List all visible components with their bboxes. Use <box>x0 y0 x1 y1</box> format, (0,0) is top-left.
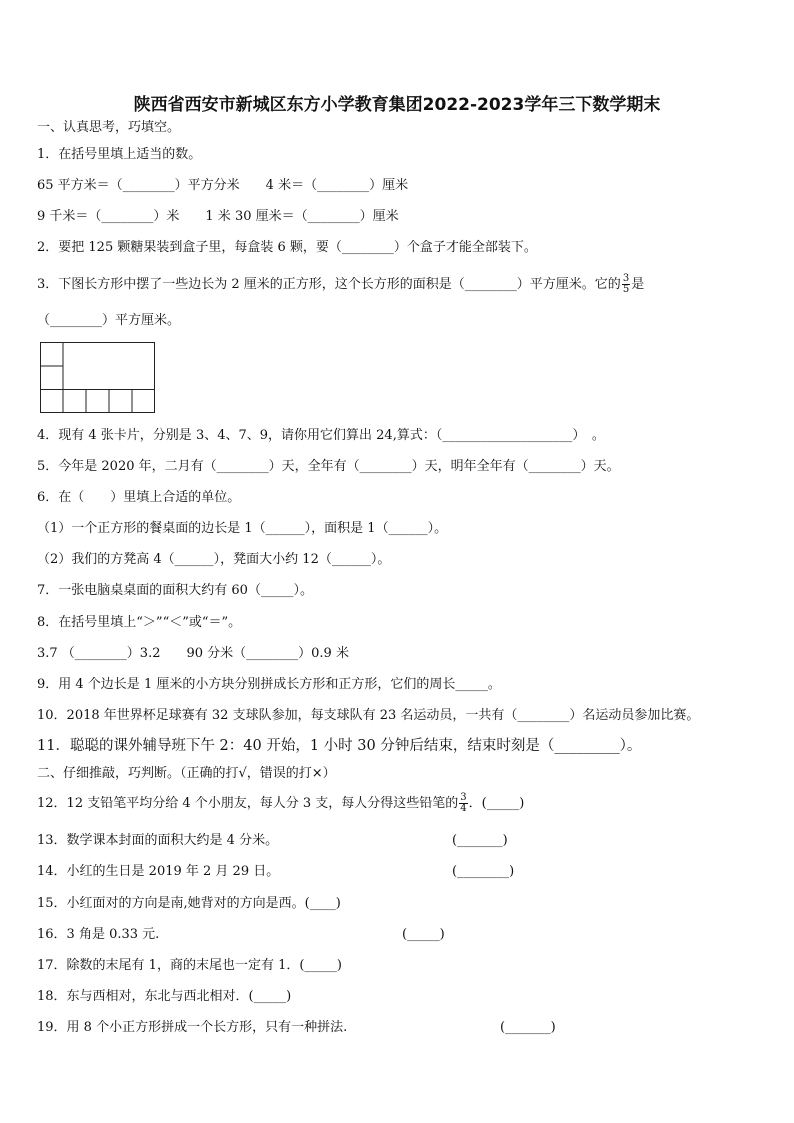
question-3-text: 3．下图长方形中摆了一些边长为 2 厘米的正方形，这个长方形的面积是（________）平方厘米。它的 <box>37 277 621 292</box>
rectangle-squares-diagram <box>40 342 158 416</box>
question-3 <box>37 274 644 295</box>
question-12-text: 12．12 支铅笔平均分给 4 个小朋友，每人分 3 支，每人分得这些铅笔的 <box>37 796 459 811</box>
answer-blank-16: (_____) <box>402 927 445 942</box>
fraction-numerator: 3 <box>460 792 467 803</box>
question-1: 1．在括号里填上适当的数。 <box>37 147 202 162</box>
question-12-tail: ．(_____) <box>468 796 525 811</box>
fraction-numerator: 3 <box>622 273 630 284</box>
question-3-continued: （________）平方厘米。 <box>37 313 181 328</box>
question-9: 9．用 4 个边长是 1 厘米的小方块分别拼成长方形和正方形，它们的周长_____。 <box>37 677 501 692</box>
question-12 <box>37 793 524 814</box>
section-heading-true-false: 二、仔细推敲，巧判断。（正确的打√，错误的打×） <box>37 766 336 781</box>
question-5: 5．今年是 2020 年，二月有（________）天，全年有（________）天，明年全年有（________）天。 <box>37 459 620 474</box>
fraction-three-fifths <box>622 274 630 295</box>
answer-blank-19: (_______) <box>500 1020 556 1035</box>
question-6-part-2: （2）我们的方凳高 4（______），凳面大小约 12（______）。 <box>37 552 391 567</box>
question-15: 15．小红面对的方向是南,她背对的方向是西。(____) <box>37 896 341 911</box>
question-6: 6．在（ ）里填上合适的单位。 <box>37 490 241 505</box>
answer-blank-14: (________) <box>452 864 515 879</box>
question-19: 19．用 8 个小正方形拼成一个长方形，只有一种拼法. <box>37 1020 348 1035</box>
question-7: 7．一张电脑桌桌面的面积大约有 60（_____）。 <box>37 583 313 598</box>
fraction-denominator: 5 <box>622 284 630 295</box>
question-10: 10．2018 年世界杯足球赛有 32 支球队参加，每支球队有 23 名运动员，一共有（________）名运动员参加比赛。 <box>37 708 700 723</box>
question-17: 17．除数的末尾有 1，商的末尾也一定有 1．(_____) <box>37 958 342 973</box>
question-18: 18．东与西相对，东北与西北相对．(_____) <box>37 989 292 1004</box>
page-title: 陕西省西安市新城区东方小学教育集团2022-2023学年三下数学期末 <box>133 95 661 115</box>
question-1-part-a: 65 平方米＝（________）平方分米 4 米＝（________）厘米 <box>37 178 409 193</box>
question-14: 14．小红的生日是 2019 年 2 月 29 日。 <box>37 864 280 879</box>
question-8-items: 3.7 （________）3.2 90 分米（________）0.9 米 <box>37 646 349 661</box>
fraction-three-quarters <box>459 793 467 814</box>
question-8: 8．在括号里填上“＞”“＜”或“＝”。 <box>37 615 242 630</box>
answer-blank-13: (_______) <box>452 833 508 848</box>
fraction-denominator: 4 <box>460 803 467 814</box>
question-3-tail: 是 <box>631 277 645 292</box>
question-1-part-b: 9 千米＝（________）米 1 米 30 厘米＝（________）厘米 <box>37 209 399 224</box>
question-11: 11．聪聪的课外辅导班下午 2：40 开始，1 小时 30 分钟后结束，结束时刻是（_________）。 <box>37 738 642 754</box>
question-13: 13．数学课本封面的面积大约是 4 分米。 <box>37 833 279 848</box>
question-16: 16．3 角是 0.33 元. <box>37 927 160 942</box>
question-2: 2．要把 125 颗糖果装到盒子里，每盒装 6 颗，要（________）个盒子才能全部装下。 <box>37 240 537 255</box>
section-heading-fill-in: 一、认真思考，巧填空。 <box>37 120 181 135</box>
question-6-part-1: （1）一个正方形的餐桌面的边长是 1（______），面积是 1（______）。 <box>37 521 448 536</box>
outer-rectangle <box>41 343 155 413</box>
question-4: 4．现有 4 张卡片，分别是 3、4、7、9，请你用它们算出 24,算式：（____________________） 。 <box>37 428 605 443</box>
